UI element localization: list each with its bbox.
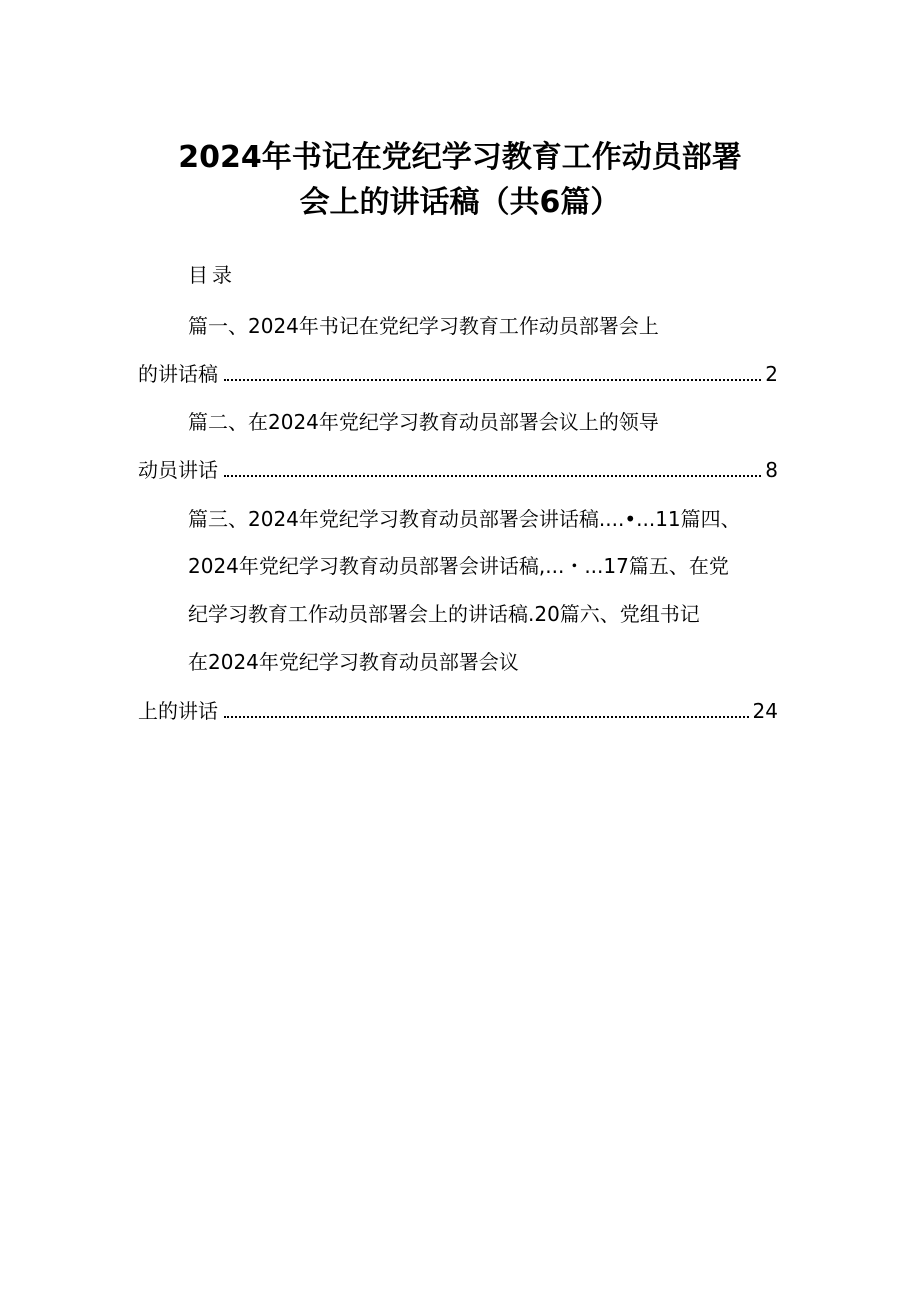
toc-page-number: 24 bbox=[752, 699, 778, 723]
document-title-line-2: 会上的讲话稿（共6篇） bbox=[299, 185, 621, 220]
toc-page-number: 2 bbox=[765, 362, 778, 386]
toc-heading: 目录 bbox=[188, 263, 236, 287]
toc-entry-1-line-1: 篇一、2024年书记在党纪学习教育工作动员部署会上 bbox=[188, 314, 659, 338]
toc-leader-dots bbox=[224, 475, 761, 477]
toc-entry-text: 的讲话稿 bbox=[138, 362, 218, 386]
toc-entry-4-line: 2024年党纪学习教育动员部署会讲话稿,...・...17篇五、在党 bbox=[188, 554, 729, 578]
toc-entry-5-line: 纪学习教育工作动员部署会上的讲话稿.20篇六、党组书记 bbox=[188, 602, 700, 626]
toc-entry-text: 动员讲话 bbox=[138, 458, 218, 482]
toc-entry-2-line-1: 篇二、在2024年党纪学习教育动员部署会议上的领导 bbox=[188, 410, 659, 434]
document-title-line-1: 2024年书记在党纪学习教育工作动员部署 bbox=[178, 140, 742, 175]
toc-entry-3-line: 篇三、2024年党纪学习教育动员部署会讲话稿....•...11篇四、 bbox=[188, 507, 741, 531]
toc-leader-dots bbox=[224, 379, 761, 381]
toc-entry-6-line-2[interactable] bbox=[138, 696, 778, 726]
toc-leader-dots bbox=[224, 716, 749, 718]
toc-entry-text: 上的讲话 bbox=[138, 699, 218, 723]
toc-entry-6-line-1: 在2024年党纪学习教育动员部署会议 bbox=[188, 650, 519, 674]
toc-page-number: 8 bbox=[765, 458, 778, 482]
toc-entry-2-line-2[interactable] bbox=[138, 455, 778, 485]
toc-entry-1-line-2[interactable] bbox=[138, 359, 778, 389]
